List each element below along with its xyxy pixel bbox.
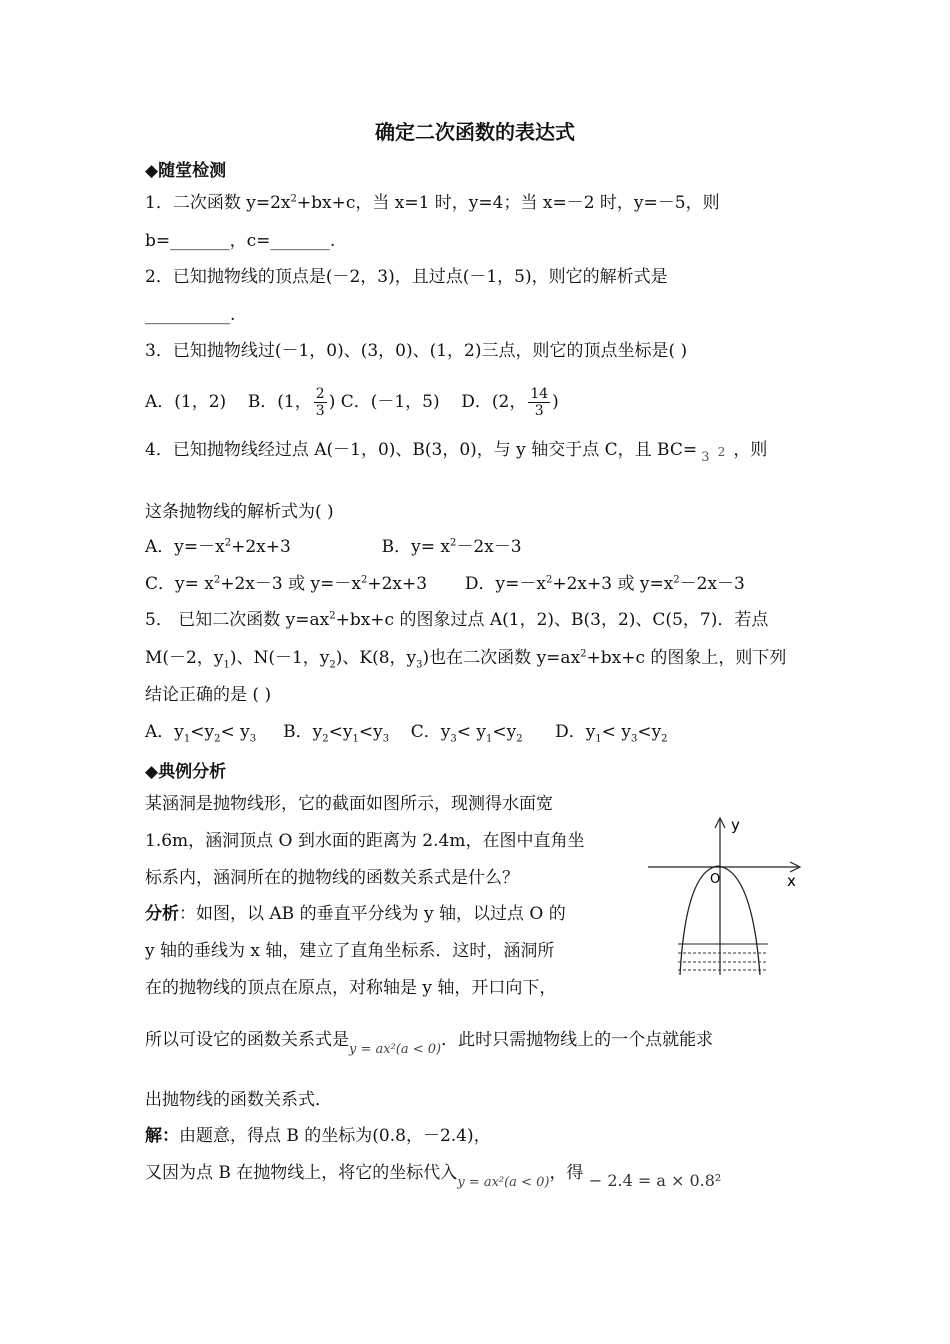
analysis-line-1: 分析：如图，以 AB 的垂直平分线为 y 轴，以过点 O 的 [145,904,566,924]
section-heading-examples: ◆典例分析 [145,762,227,782]
example-line-3: 标系内，涵洞所在的抛物线的函数关系式是什么？ [145,868,519,888]
analysis-line-2: y 轴的垂线为 x 轴，建立了直角坐标系．这时，涵洞所 [145,941,555,961]
solution-line-1: 解：由题意，得点 B 的坐标为(0.8，－2.4)， [145,1126,491,1146]
section-heading-practice: ◆随堂检测 [145,161,227,181]
question-3: 3．已知抛物线过(－1，0)、(3，0)、(1，2)三点，则它的顶点坐标是( ) [145,341,688,361]
question-3-options: A．(1，2) B．(1， $\frac{2}{3}$ ) C．(－1，5) D．(2， $\frac{14}{3}$ ) [145,386,559,419]
formula-quadratic: y = ax²(a < 0) [349,1042,442,1057]
question-4-options-ab: A．$y=-x^2+2x+3$ B．$y= x^2-2x-3$ [145,537,522,557]
question-5-line-3: 结论正确的是 ( ) [145,685,272,705]
page-title: 确定二次函数的表达式 [375,120,575,144]
question-1-line-2: b=_______，c=_______. [145,231,336,251]
question-4-line-2: 这条抛物线的解析式为( ) [145,502,334,522]
question-1-line-1: 1．二次函数 $y=2x^2+bx+c$，当 x=1 时，y=4；当 x=－2 时，y=－5，则 [145,193,720,213]
analysis-line-3: 在的抛物线的顶点在原点，对称轴是 y 轴，开口向下， [145,978,557,998]
question-5-line-2: M(－2，$y_1$)、N(－1，$y_2$)、K(8，$y_3$)也在二次函数 $y=ax^2+bx+c$ 的图象上，则下列 [145,648,787,671]
formula-substitution: − 2.4 = a × 0.8² [588,1171,722,1190]
analysis-line-4: 所以可设它的函数关系式是$_{y = ax^2(a < 0)}$．此时只需抛物线上的一个点就能求 [145,1030,714,1057]
formula-quadratic-2: y = ax²(a < 0) [457,1175,550,1190]
analysis-line-5: 出抛物线的函数关系式． [145,1090,332,1110]
x-axis-label: x [787,872,796,890]
question-4-line-1: 4．已知抛物线经过点 A(－1，0)、B(3，0)，与 y 轴交于点 C，且 BC= 3 2 ，则 [145,440,768,465]
question-5-options: A．$y_1<y_2< y_3$ B．$y_2<y_1<y_3$ C．$y_3< y_1<y_2$ D．$y_1< y_3<y_2$ [145,722,668,745]
fraction-14-3: $\frac{14}{3}$ [530,386,549,419]
fraction-2-3: $\frac{2}{3}$ [315,386,325,419]
y-axis-label: y [731,816,740,834]
question-2-line-2: __________. [145,305,236,325]
question-5-line-1: 5． 已知二次函数 $y=ax^2+bx+c$ 的图象过点 A(1，2)、B(3，2)、C(5，7)．若点 [145,610,769,630]
question-2-line-1: 2．已知抛物线的顶点是(－2，3)，且过点(－1，5)，则它的解析式是 [145,267,668,287]
origin-label: O [710,872,721,887]
question-4-options-cd: C．$y= x^2+2x-3$ 或 $y=-x^2+2x+3$ D．$y=-x^2+2x+3$ 或 $y=x^2-2x-3$ [145,574,745,594]
example-line-2: 1.6m，涵洞顶点 O 到水面的距离为 2.4m，在图中直角坐 [145,831,585,851]
example-line-1: 某涵洞是抛物线形，它的截面如图所示，现测得水面宽 [145,794,553,814]
solution-line-2: 又因为点 B 在抛物线上，将它的坐标代入$_{y = ax^2(a < 0)}$，得 − 2.4 = a × 0.8² [145,1163,722,1190]
bc-value: 3 2 [701,444,726,465]
culvert-parabola-figure [640,810,810,985]
